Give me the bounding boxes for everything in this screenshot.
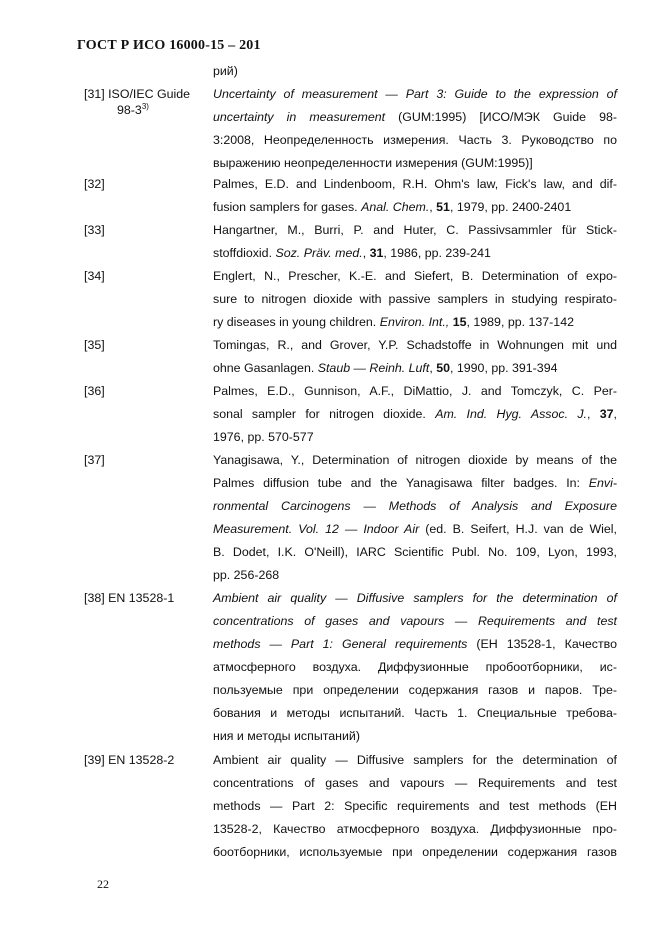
reference-text-line [213, 198, 617, 216]
text-run: Ambient air quality — Diffusive samplers for the determination of [213, 753, 617, 767]
italic-text: Envi- [588, 476, 617, 490]
reference-text-line [213, 175, 617, 193]
reference-text-line [213, 774, 617, 792]
text-run: , [362, 246, 370, 260]
text-run: sonal sampler for nitrogen dioxide. [213, 407, 436, 421]
text-run: pp. 256-268 [213, 568, 280, 582]
reference-text-line [213, 658, 617, 676]
reference-label: [32] [84, 177, 105, 191]
reference-label: [36] [84, 384, 105, 398]
reference-text-line [213, 405, 617, 423]
text-run: , [586, 407, 600, 421]
reference-text-line [213, 681, 617, 699]
italic-text: Ambient air quality — Diffusive samplers for the determination of [213, 591, 617, 605]
reference-text-line [213, 131, 617, 149]
text-run: , 1989, pp. 137-142 [466, 315, 574, 329]
reference-text-line [213, 244, 617, 262]
reference-text-line [213, 62, 617, 80]
reference-text-line [213, 797, 617, 815]
italic-text: Anal. Chem. [361, 200, 430, 214]
reference-text-line [213, 474, 617, 492]
italic-text: Staub — Reinh. Luft [317, 361, 430, 375]
reference-text-line [213, 108, 617, 126]
reference-label: [35] [84, 338, 105, 352]
reference-label: [37] [84, 453, 105, 467]
italic-text: ronmental Carcinogens — Methods of Analysis and Exposure [213, 499, 617, 513]
text-run: sure to nitrogen dioxide with passive samplers in studying respirato- [213, 292, 617, 306]
text-run: (ed. B. Seifert, H.J. van de Wiel, [419, 522, 617, 536]
bold-text: 37 [599, 407, 614, 421]
text-run: , 1986, pp. 239-241 [383, 246, 491, 260]
text-run: Yanagisawa, Y., Determination of nitrogen dioxide by means of the [213, 453, 617, 467]
reference-label-sub: 98-3 [117, 103, 142, 117]
text-run: 3:2008, Неопределенность измерения. Часть 3. Руководство по [213, 133, 617, 147]
bold-text: 15 [452, 315, 467, 329]
reference-label: [39] EN 13528-2 [84, 753, 175, 767]
text-run: боотборники, используемые при определении содержания газов [213, 845, 617, 859]
text-run: Palmes, E.D., Gunnison, A.F., DiMattio, J. and Tomczyk, C. Per- [213, 384, 617, 398]
text-run: 1976, pp. 570-577 [213, 430, 314, 444]
reference-text-line [213, 359, 617, 377]
reference-label: [38] EN 13528-1 [84, 591, 175, 605]
text-run: (GUM:1995) [ИСО/МЭК Guide 98- [385, 110, 617, 124]
reference-label: [34] [84, 269, 105, 283]
reference-text-line [213, 820, 617, 838]
text-run: Tomingas, R., and Grover, Y.P. Schadstoffe in Wohnungen mit und [213, 338, 617, 352]
reference-text-line [213, 751, 617, 769]
text-run: fusion samplers for gases. [213, 200, 362, 214]
text-run: бования и методы испытаний. Часть 1. Специальные требова- [213, 706, 617, 720]
reference-text-line [213, 221, 617, 239]
reference-label: [31] ISO/IEC Guide [84, 87, 191, 101]
reference-text-line [213, 428, 617, 446]
reference-text-line [213, 497, 617, 515]
reference-text-line [213, 566, 617, 584]
reference-text-line [213, 843, 617, 861]
reference-text-line [213, 520, 617, 538]
text-run: Palmes diffusion tube and the Yanagisawa filter badges. In: [213, 476, 589, 490]
reference-text-line [213, 85, 617, 103]
italic-text: uncertainty in measurement [213, 110, 386, 124]
text-run: , [429, 200, 437, 214]
text-run: Englert, N., Prescher, K.-E. and Siefert, B. Determination of expo- [213, 269, 617, 283]
reference-text-line [213, 313, 617, 331]
text-run: пользуемые при определении содержания газов и паров. Тре- [213, 683, 617, 697]
text-run: ния и методы испытаний) [213, 729, 360, 743]
italic-text: Am. Ind. Hyg. Assoc. J. [435, 407, 587, 421]
reference-text-line [213, 612, 617, 630]
text-run: stoffdioxid. [213, 246, 276, 260]
text-run: ry diseases in young children. [213, 315, 380, 329]
page-number: 22 [97, 877, 109, 891]
text-run: , [429, 361, 437, 375]
text-run: , [613, 407, 617, 421]
italic-text: Uncertainty of measurement — Part 3: Guide to the expression of [213, 87, 617, 101]
text-run: (ЕН 13528-1, Качество [467, 637, 617, 651]
text-run: 13528-2, Качество атмосферного воздуха. Диффузионные про- [213, 822, 617, 836]
reference-text-line [213, 635, 617, 653]
text-run: ohne Gasanlagen. [213, 361, 318, 375]
reference-text-line [213, 589, 617, 607]
text-run: , 1990, pp. 391-394 [450, 361, 558, 375]
reference-text-line [213, 451, 617, 469]
reference-text-line [213, 267, 617, 285]
italic-text: Measurement. Vol. 12 — Indoor Air [213, 522, 420, 536]
reference-text-line [213, 382, 617, 400]
text-run: Palmes, E.D. and Lindenboom, R.H. Ohm's law, Fick's law, and dif- [213, 177, 617, 191]
text-run: methods — Part 2: Specific requirements and test methods (ЕН [213, 799, 617, 813]
bold-text: 50 [436, 361, 450, 375]
italic-text: Soz. Präv. med. [275, 246, 363, 260]
bold-text: 31 [369, 246, 384, 260]
text-run: , 1979, pp. 2400-2401 [449, 200, 572, 214]
reference-label: [33] [84, 223, 105, 237]
italic-text: concentrations of gases and vapours — Requirements and test [213, 614, 617, 628]
reference-text-line [213, 154, 617, 172]
reference-text-line [213, 727, 617, 745]
footnote-marker: 3) [141, 101, 149, 111]
page-header: ГОСТ Р ИСО 16000-15 – 201 [77, 38, 261, 53]
text-run: concentrations of gases and vapours — Requirements and test [213, 776, 617, 790]
reference-text-line [213, 336, 617, 354]
reference-label-continuation [117, 102, 149, 118]
text-run: выражению неопределенности измерения (GUM:1995)] [213, 156, 533, 170]
italic-text: Environ. Int., [379, 315, 450, 329]
bold-text: 51 [436, 200, 450, 214]
italic-text: methods — Part 1: General requirements [213, 637, 468, 651]
text-run: B. Dodet, I.K. O'Neill), IARC Scientific Publ. No. 109, Lyon, 1993, [213, 545, 617, 559]
text-run: атмосферного воздуха. Диффузионные пробоотборники, ис- [213, 660, 617, 674]
text-run: рий) [213, 64, 238, 78]
reference-text-line [213, 290, 617, 308]
reference-text-line [213, 704, 617, 722]
reference-text-line [213, 543, 617, 561]
text-run: Hangartner, M., Burri, P. and Huter, C. Passivsammler für Stick- [213, 223, 617, 237]
